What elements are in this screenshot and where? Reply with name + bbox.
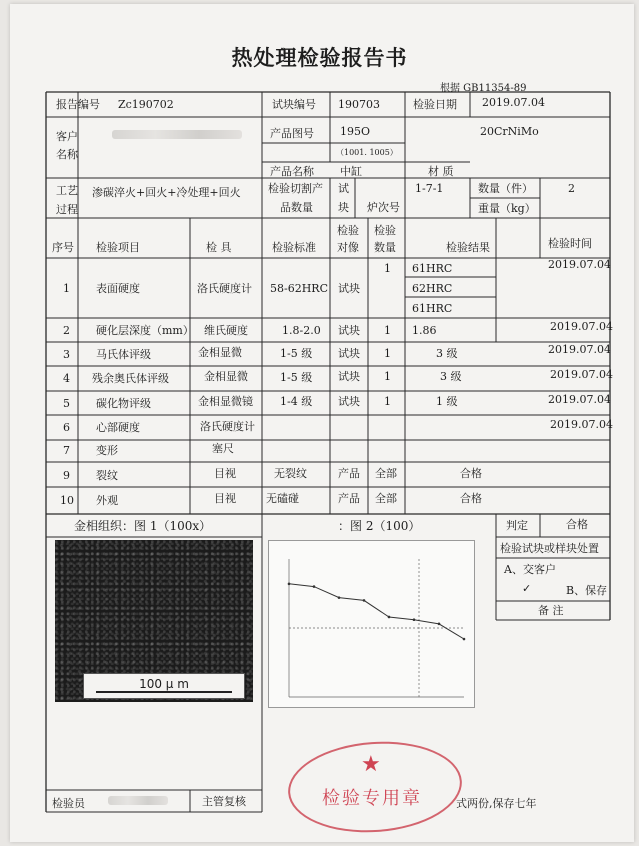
product-name-label: 产品名称 xyxy=(270,165,314,178)
customer-label: 客户 xyxy=(56,130,78,143)
figure-2-label: ：图 2（100） xyxy=(338,519,421,533)
inspection-date: 2019.07.04 xyxy=(482,96,545,109)
row-4-standard: 1-5 级 xyxy=(280,371,313,384)
row-2-item: 硬化层深度（mm） xyxy=(96,324,194,337)
cut-qty-label-2: 品数量 xyxy=(280,201,313,214)
row-6-item: 心部硬度 xyxy=(96,421,140,434)
col-time: 检验时间 xyxy=(548,237,592,250)
drawing-no: 195O xyxy=(340,125,371,138)
process-label: 工艺 xyxy=(56,184,78,197)
check-mark: ✓ xyxy=(522,582,532,595)
row-3-standard: 1-5 级 xyxy=(280,347,313,360)
row-3-object: 试块 xyxy=(338,347,360,360)
sample-no-label: 试块编号 xyxy=(272,98,316,111)
row-10-standard: 无磕碰 xyxy=(266,492,299,505)
row-5-time: 2019.07.04 xyxy=(548,393,611,406)
disposal-label: 检验试块或样块处置 xyxy=(500,542,599,555)
row-7-item: 变形 xyxy=(96,444,118,457)
row-3-item: 马氏体评级 xyxy=(96,348,151,361)
row-4-result: 3 级 xyxy=(440,370,462,383)
row-5-seq: 5 xyxy=(63,397,70,410)
row-7-seq: 7 xyxy=(63,444,70,457)
sample-no: 190703 xyxy=(338,98,380,111)
drawing-no-sub: （1001. 1005） xyxy=(336,148,398,157)
row-9-object: 产品 xyxy=(338,467,360,480)
row-5-object: 试块 xyxy=(338,395,360,408)
remarks-label: 备 注 xyxy=(538,604,564,617)
row-3-time: 2019.07.04 xyxy=(548,343,611,356)
quantity-label: 数量（件） xyxy=(478,182,533,195)
row-1-tool: 洛氏硬度计 xyxy=(197,282,252,295)
row-1-result-3: 61HRC xyxy=(412,302,453,315)
col-count-2: 数量 xyxy=(374,241,396,254)
col-item: 检验项目 xyxy=(96,241,140,254)
col-seq: 序号 xyxy=(52,241,74,254)
row-10-seq: 10 xyxy=(60,494,74,507)
inspection-date-label: 检验日期 xyxy=(413,98,457,111)
row-10-object: 产品 xyxy=(338,492,360,505)
sample-type-1: 试 xyxy=(338,182,349,195)
option-a: A、交客户 xyxy=(504,563,556,576)
row-9-seq: 9 xyxy=(63,469,70,482)
chart-point xyxy=(388,616,391,619)
row-2-object: 试块 xyxy=(338,324,360,337)
redacted-inspector xyxy=(108,796,168,805)
verdict-value: 合格 xyxy=(566,518,588,531)
row-5-count: 1 xyxy=(384,395,391,408)
chart-point xyxy=(413,618,416,621)
row-1-count: 1 xyxy=(384,262,391,275)
row-4-seq: 4 xyxy=(63,372,70,385)
verdict-label: 判定 xyxy=(506,519,528,532)
col-standard: 检验标准 xyxy=(272,241,316,254)
row-4-tool: 金相显微 xyxy=(204,370,248,383)
row-2-result: 1.86 xyxy=(412,324,437,337)
col-count: 检验 xyxy=(374,224,396,237)
material-label: 材 质 xyxy=(428,165,454,178)
col-object-2: 对像 xyxy=(337,241,359,254)
row-2-count: 1 xyxy=(384,324,391,337)
row-4-time: 2019.07.04 xyxy=(550,368,613,381)
row-9-item: 裂纹 xyxy=(96,469,118,482)
furnace-label: 炉次号 xyxy=(367,201,400,214)
col-object: 检验 xyxy=(337,224,359,237)
supervisor-label: 主管复核 xyxy=(202,795,246,808)
weight-label: 重量（kg） xyxy=(478,202,536,215)
material-value: 20CrNiMo xyxy=(480,125,539,138)
row-5-item: 碳化物评级 xyxy=(96,397,151,410)
report-no-label: 报告编号 xyxy=(56,98,100,111)
row-5-tool: 金相显微镜 xyxy=(198,395,253,408)
row-7-tool: 塞尺 xyxy=(212,442,234,455)
row-6-time: 2019.07.04 xyxy=(550,418,613,431)
row-9-result: 合格 xyxy=(460,467,482,480)
report-no: Zc190702 xyxy=(118,98,174,111)
scale-label: 100 μ m xyxy=(139,677,189,691)
row-2-seq: 2 xyxy=(63,324,70,337)
row-10-tool: 目视 xyxy=(214,492,236,505)
product-name: 中缸 xyxy=(340,165,362,178)
chart-point xyxy=(438,623,441,626)
chart-svg xyxy=(269,541,474,707)
option-b: B、保存 xyxy=(566,584,608,597)
row-4-item: 残余奥氏体评级 xyxy=(92,372,169,385)
row-1-result-2: 62HRC xyxy=(412,282,453,295)
chart-series-line xyxy=(289,584,464,639)
stamp-star-icon: ★ xyxy=(361,752,381,777)
row-5-standard: 1-4 级 xyxy=(280,395,313,408)
retention-note: 式两份,保存七年 xyxy=(456,797,537,810)
report-title: 热处理检验报告书 xyxy=(231,45,408,70)
row-9-tool: 目视 xyxy=(214,467,236,480)
row-1-time: 2019.07.04 xyxy=(548,258,611,271)
process-label-2: 过程 xyxy=(56,203,78,216)
hardness-chart xyxy=(268,540,475,708)
cut-qty-label: 检验切割产 xyxy=(268,182,323,195)
row-1-standard: 58-62HRC xyxy=(270,282,329,295)
row-4-object: 试块 xyxy=(338,370,360,383)
row-3-tool: 金相显微 xyxy=(198,346,242,359)
chart-point xyxy=(338,596,341,599)
row-1-result-1: 61HRC xyxy=(412,262,453,275)
row-3-result: 3 级 xyxy=(436,347,458,360)
col-result: 检验结果 xyxy=(446,241,490,254)
process-value: 渗碳淬火+回火+冷处理+回火 xyxy=(92,186,241,199)
stamp-text: 检验专用章 xyxy=(322,788,422,809)
redacted-customer-name xyxy=(112,130,242,139)
drawing-no-label: 产品图号 xyxy=(270,127,314,140)
scale-box xyxy=(83,673,245,699)
row-1-object: 试块 xyxy=(338,282,360,295)
standard-basis: 根据 GB11354-89 xyxy=(440,83,527,94)
row-9-count: 全部 xyxy=(375,467,397,480)
row-10-count: 全部 xyxy=(375,492,397,505)
figure-1-label: 金相组织：图 1（100x） xyxy=(74,519,212,533)
row-6-tool: 洛氏硬度计 xyxy=(200,420,255,433)
row-3-seq: 3 xyxy=(63,348,70,361)
row-2-tool: 维氏硬度 xyxy=(204,324,248,337)
chart-point xyxy=(363,599,366,602)
row-2-time: 2019.07.04 xyxy=(550,320,613,333)
chart-point xyxy=(313,585,316,588)
row-2-standard: 1.8-2.0 xyxy=(282,324,321,337)
row-6-seq: 6 xyxy=(63,421,70,434)
row-4-count: 1 xyxy=(384,370,391,383)
chart-point xyxy=(288,583,291,586)
row-10-result: 合格 xyxy=(460,492,482,505)
row-3-count: 1 xyxy=(384,347,391,360)
row-10-item: 外观 xyxy=(96,494,118,507)
row-5-result: 1 级 xyxy=(436,395,458,408)
furnace-no: 1-7-1 xyxy=(415,182,444,195)
chart-point xyxy=(463,638,466,641)
row-1-item: 表面硬度 xyxy=(96,282,140,295)
row-1-seq: 1 xyxy=(63,282,70,295)
customer-label-2: 名称 xyxy=(56,148,78,161)
inspector-label: 检验员 xyxy=(52,797,85,810)
quantity-value: 2 xyxy=(568,182,575,195)
scale-bar xyxy=(96,691,232,693)
col-tool: 检 具 xyxy=(206,241,232,254)
sample-type-2: 块 xyxy=(338,201,349,214)
row-9-standard: 无裂纹 xyxy=(274,467,307,480)
